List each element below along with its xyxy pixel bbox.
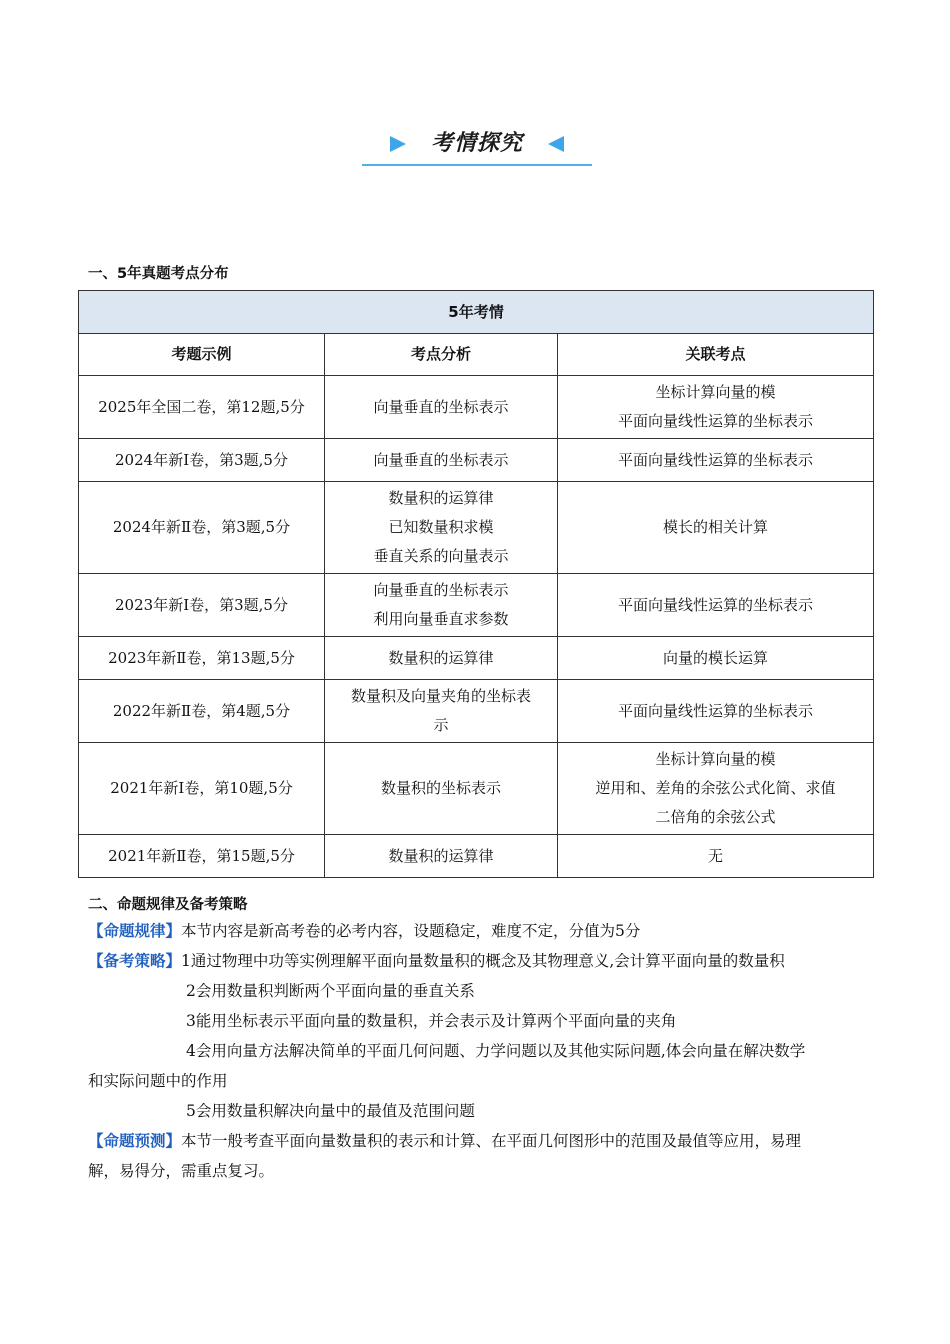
table-row <box>79 574 874 637</box>
exam-example-cell: 2021年新I卷，第10题,5分 <box>79 743 325 835</box>
exam-example-cell: 2024年新I卷，第3题,5分 <box>79 439 325 482</box>
predict-text: 本节一般考查平面向量数量积的表示和计算、在平面几何图形中的范围及最值等应用，易理 <box>181 1132 802 1150</box>
table-row <box>79 637 874 680</box>
exam-example-cell: 2024年新Ⅱ卷，第3题,5分 <box>79 482 325 574</box>
strategy-tag: 【备考策略】 <box>88 952 182 970</box>
related-line: 平面向量线性运算的坐标表示 <box>617 450 813 469</box>
analysis-line: 向量垂直的坐标表示 <box>373 450 509 469</box>
table-row <box>79 680 874 743</box>
analysis-line: 数量积的运算律 <box>388 846 494 865</box>
strategy-item: 3能用坐标表示平面向量的数量积，并会表示及计算两个平面向量的夹角 <box>186 1012 677 1030</box>
banner-title: 考情探究 <box>430 131 523 156</box>
exam-example-cell: 2023年新I卷，第3题,5分 <box>79 574 325 637</box>
section1-heading: 一、5年真题考点分布 <box>88 266 229 282</box>
analysis-line: 数量积的运算律 <box>388 648 494 667</box>
analysis-cell <box>325 743 558 835</box>
rule-line <box>88 916 868 946</box>
analysis-line: 向量垂直的坐标表示 <box>373 397 509 416</box>
analysis-cell <box>325 680 558 743</box>
analysis-cell <box>325 439 558 482</box>
table-row <box>79 743 874 835</box>
analysis-line: 数量积及向量夹角的坐标表 <box>350 687 531 705</box>
strategy-item: 4会用向量方法解决简单的平面几何问题、力学问题以及其他实际问题,体会向量在解决数学 <box>186 1042 806 1060</box>
analysis-cell <box>325 637 558 680</box>
related-line: 坐标计算向量的模 <box>655 750 776 768</box>
table-body <box>79 376 874 878</box>
analysis-cell <box>325 835 558 878</box>
strategy-block <box>88 916 868 1186</box>
rule-tag: 【命题规律】 <box>88 922 182 940</box>
table-row <box>79 376 874 439</box>
related-cell <box>558 835 874 878</box>
analysis-line: 向量垂直的坐标表示 <box>373 581 509 599</box>
related-line: 坐标计算向量的模 <box>655 383 776 401</box>
related-cell <box>558 574 874 637</box>
column-header: 考点分析 <box>325 334 558 376</box>
strategy-item: 1通过物理中功等实例理解平面向量数量积的概念及其物理意义,会计算平面向量的数量积 <box>181 952 785 970</box>
table-caption: 5年考情 <box>79 291 874 334</box>
analysis-line: 数量积的坐标表示 <box>380 779 501 797</box>
exam-example-cell: 2023年新Ⅱ卷，第13题,5分 <box>79 637 325 680</box>
table-row <box>79 482 874 574</box>
predict-text-continued: 解，易得分，需重点复习。 <box>88 1162 275 1180</box>
related-line: 平面向量线性运算的坐标表示 <box>617 701 813 720</box>
related-cell <box>558 743 874 835</box>
rule-text: 本节内容是新高考卷的必考内容，设题稳定，难度不定，分值为5分 <box>181 922 641 940</box>
analysis-line: 示 <box>433 716 449 734</box>
analysis-cell <box>325 482 558 574</box>
exam-example-cell: 2022年新Ⅱ卷，第4题,5分 <box>79 680 325 743</box>
exam-example-cell: 2021年新Ⅱ卷，第15题,5分 <box>79 835 325 878</box>
triangle-left-icon <box>548 136 564 152</box>
related-line: 向量的模长运算 <box>662 648 768 667</box>
analysis-line: 数量积的运算律 <box>388 489 494 507</box>
column-header: 考题示例 <box>79 334 325 376</box>
related-line: 模长的相关计算 <box>662 518 768 536</box>
related-cell <box>558 482 874 574</box>
related-cell <box>558 376 874 439</box>
table-row <box>79 439 874 482</box>
analysis-line: 利用向量垂直求参数 <box>373 610 509 628</box>
related-line: 无 <box>707 846 723 865</box>
related-cell <box>558 680 874 743</box>
predict-tag: 【命题预测】 <box>88 1132 182 1150</box>
banner-underline <box>362 164 592 166</box>
exam-example-cell: 2025年全国二卷，第12题,5分 <box>79 376 325 439</box>
related-line: 二倍角的余弦公式 <box>655 808 776 826</box>
analysis-cell <box>325 376 558 439</box>
section-banner <box>362 118 592 166</box>
strategy-item: 2会用数量积判断两个平面向量的垂直关系 <box>186 982 475 1000</box>
analysis-line: 已知数量积求模 <box>388 518 494 536</box>
related-line: 平面向量线性运算的坐标表示 <box>617 595 813 614</box>
table-row <box>79 835 874 878</box>
related-cell <box>558 439 874 482</box>
column-header: 关联考点 <box>558 334 874 376</box>
strategy-item: 和实际问题中的作用 <box>88 1072 228 1090</box>
related-line: 平面向量线性运算的坐标表示 <box>617 412 813 430</box>
analysis-cell <box>325 574 558 637</box>
related-line: 逆用和、差角的余弦公式化简、求值 <box>595 779 836 797</box>
section2-heading: 二、命题规律及备考策略 <box>88 897 248 913</box>
strategy-item: 5会用数量积解决向量中的最值及范围问题 <box>186 1102 475 1120</box>
strategy-line <box>88 946 868 976</box>
related-cell <box>558 637 874 680</box>
exam-table <box>78 290 874 878</box>
analysis-line: 垂直关系的向量表示 <box>373 547 509 565</box>
predict-line <box>88 1126 868 1156</box>
